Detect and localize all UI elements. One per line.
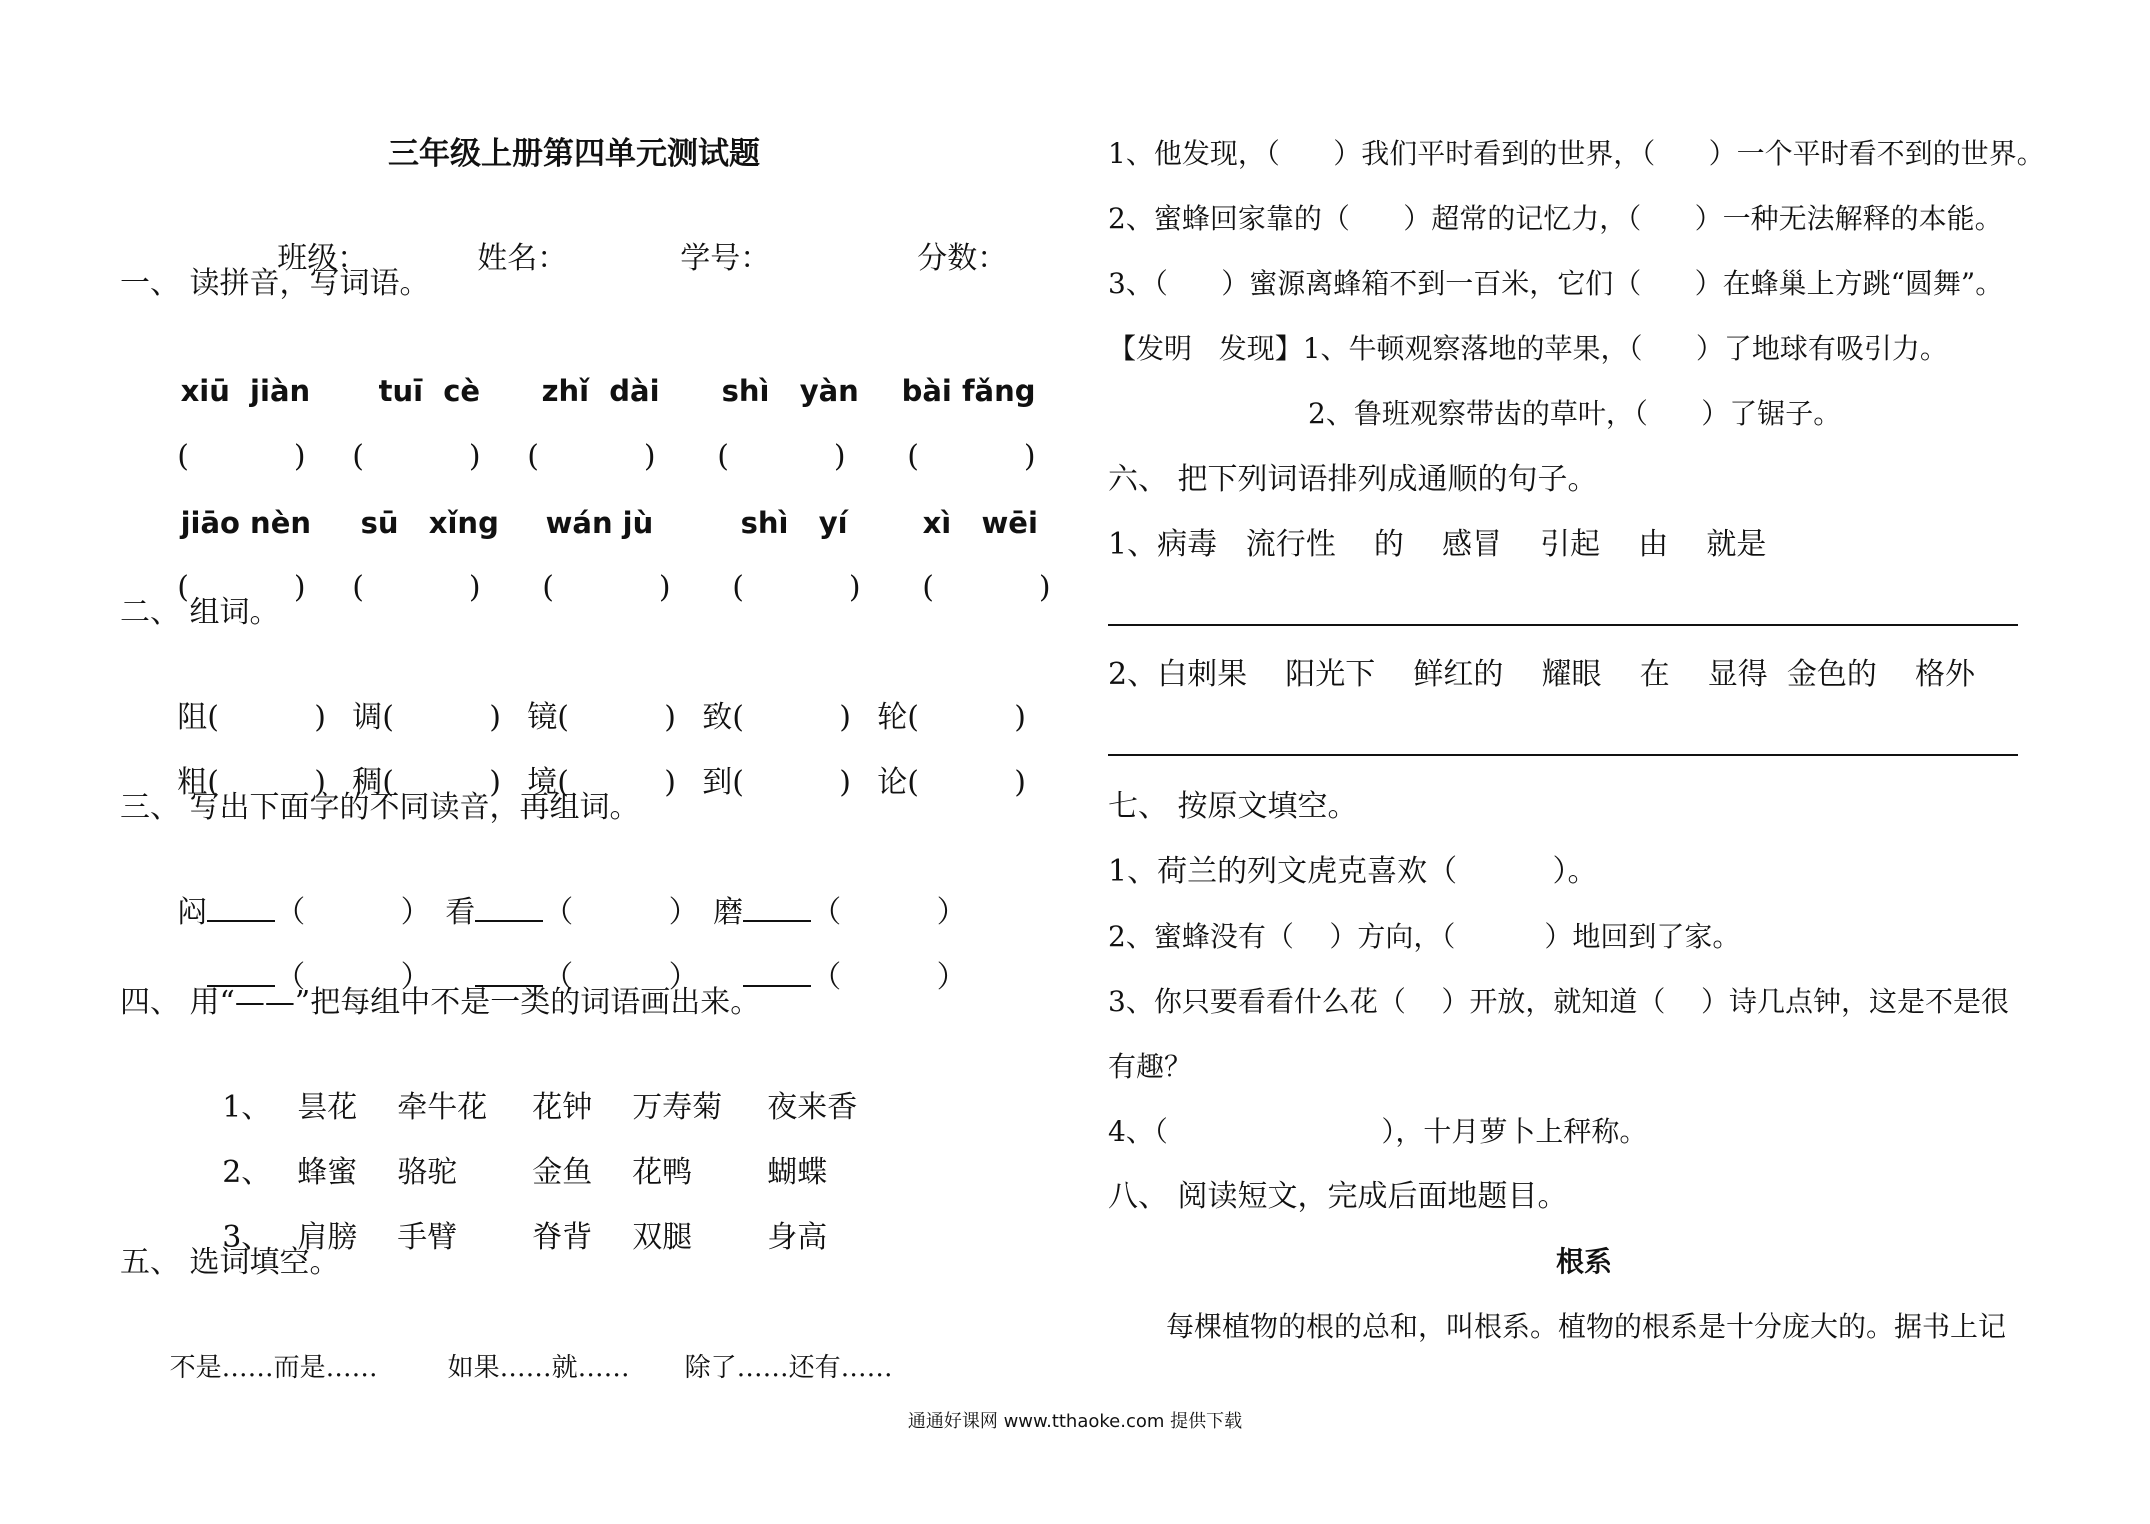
word-group-item: 到( ) [702, 765, 851, 800]
word-group-item: 粗( ) [177, 765, 326, 800]
category-word: 花钟 [532, 1090, 593, 1125]
left-column [120, 0, 1080, 1524]
category-word: 肩膀 [297, 1220, 358, 1255]
section-4-heading: 四、 用“——”把每组中不是一类的词语画出来。 [120, 985, 761, 1020]
fill-question-1: 1、他发现，（ ）我们平时看到的世界，（ ）一个平时看不到的世界。 [1108, 137, 2045, 170]
section-3-heading: 三、 写出下面字的不同读音，再组词。 [120, 790, 640, 825]
pinyin-item: shì yí [740, 506, 848, 540]
pinyin-item: jiāo nèn [180, 506, 312, 540]
category-word: 蝴蝶 [767, 1155, 828, 1190]
category-word: 蜂蜜 [297, 1155, 358, 1190]
category-word: 昙花 [297, 1090, 358, 1125]
category-word: 花鸭 [632, 1155, 693, 1190]
pinyin-item: xiū jiàn [180, 374, 311, 408]
polyphone-char: 闷 [177, 895, 208, 930]
invent-discover-question-2: 2、鲁班观察带齿的草叶，（ ）了锯子。 [1308, 397, 1842, 430]
recite-question-3-continued: 有趣？ [1108, 1050, 1193, 1083]
category-word: 金鱼 [532, 1155, 593, 1190]
group-number: 3、 [222, 1220, 272, 1255]
word-group-item: 轮( ) [877, 700, 1026, 735]
word-blank: （ ） [275, 960, 431, 995]
answer-blank: ( ) [352, 439, 481, 474]
word-group-item: 致( ) [702, 700, 851, 735]
answer-blank: ( ) [352, 570, 481, 605]
answer-blank: ( ) [717, 439, 846, 474]
pinyin-item: sū xǐng [360, 506, 499, 540]
name-label: 姓名： [477, 241, 568, 276]
reading-title: 根系 [1556, 1245, 1613, 1278]
reading-paragraph: 每棵植物的根的总和，叫根系。植物的根系是十分庞大的。据书上记 [1166, 1310, 2007, 1343]
pinyin-item: xì wēi [922, 506, 1038, 540]
sentence-order-question-1: 1、病毒 流行性 的 感冒 引起 由 就是 [1108, 527, 1767, 562]
score-label: 分数： [917, 241, 1008, 276]
section-6-heading: 六、 把下列词语排列成通顺的句子。 [1108, 462, 1598, 497]
section-8-heading: 八、 阅读短文，完成后面地题目。 [1108, 1179, 1568, 1214]
answer-blank: ( ) [922, 570, 1051, 605]
answer-line-2 [1108, 754, 2018, 756]
word-blank: （ ） [543, 895, 699, 930]
recite-question-4: 4、（ ），十月萝卜上秤称。 [1108, 1115, 1648, 1148]
invent-discover-question-1: 【发明 发现】1、牛顿观察落地的苹果，（ ）了地球有吸引力。 [1108, 332, 1948, 365]
section-7-heading: 七、 按原文填空。 [1108, 789, 1358, 824]
class-label: 班级： [277, 241, 368, 276]
word-blank: （ ） [275, 895, 431, 930]
polyphone-item [743, 958, 966, 998]
pinyin-item: tuī cè [378, 374, 481, 408]
group-number: 2、 [222, 1155, 272, 1190]
pinyin-item: bài fǎng [901, 374, 1036, 408]
right-column [1108, 0, 2068, 1524]
category-word: 脊背 [532, 1220, 593, 1255]
answer-blank: ( ) [732, 570, 861, 605]
category-word: 双腿 [632, 1220, 693, 1255]
category-word: 夜来香 [767, 1090, 858, 1125]
word-group-item: 阻( ) [177, 700, 326, 735]
student-id-label: 学号： [680, 241, 771, 276]
recite-question-2: 2、蜜蜂没有（ ）方向，（ ）地回到了家。 [1108, 920, 1741, 953]
section-1-heading: 一、 读拼音，写词语。 [120, 266, 430, 301]
pinyin-item: shì yàn [721, 374, 859, 408]
pinyin-item: zhǐ dài [541, 374, 660, 408]
polyphone-char: 看 [445, 895, 476, 930]
section-5-heading: 五、 选词填空。 [120, 1245, 340, 1280]
recite-question-3: 3、你只要看看什么花（ ）开放，就知道（ ）诗几点钟，这是不是很 [1108, 985, 2010, 1018]
page-title: 三年级上册第四单元测试题 [388, 136, 760, 172]
fill-question-2: 2、蜜蜂回家靠的（ ）超常的记忆力，（ ）一种无法解释的本能。 [1108, 202, 2003, 235]
category-word: 手臂 [397, 1220, 458, 1255]
word-group-item: 境( ) [527, 765, 676, 800]
page-footer: 通通好课网 www.tthaoke.com 提供下载 [907, 1411, 1243, 1432]
word-group-item: 镜( ) [527, 700, 676, 735]
category-word: 万寿菊 [632, 1090, 723, 1125]
sentence-order-question-2: 2、白刺果 阳光下 鲜红的 耀眼 在 显得 金色的 格外 [1108, 657, 1976, 692]
word-blank: （ ） [543, 960, 699, 995]
pinyin-item: wán jù [545, 506, 654, 540]
word-group-item: 稠( ) [352, 765, 501, 800]
word-group-item: 论( ) [877, 765, 1026, 800]
word-blank: （ ） [811, 895, 967, 930]
answer-blank: ( ) [527, 439, 656, 474]
fill-question-3: 3、（ ）蜜源离蜂箱不到一百米，它们（ ）在蜂巢上方跳“圆舞”。 [1108, 267, 2004, 300]
connective-option: 如果……就…… [447, 1353, 630, 1383]
answer-blank: ( ) [542, 570, 671, 605]
answer-blank: ( ) [177, 570, 306, 605]
category-word: 身高 [767, 1220, 828, 1255]
connective-option: 除了……还有…… [684, 1353, 893, 1383]
section-2-heading: 二、 组词。 [120, 595, 280, 630]
word-group-item: 调( ) [352, 700, 501, 735]
category-word: 牵牛花 [397, 1090, 488, 1125]
word-blank: （ ） [811, 960, 967, 995]
connective-option: 不是……而是…… [169, 1353, 378, 1383]
answer-blank: ( ) [177, 439, 306, 474]
category-word: 骆驼 [397, 1155, 458, 1190]
answer-blank: ( ) [907, 439, 1036, 474]
recite-question-1: 1、荷兰的列文虎克喜欢（ ）。 [1108, 854, 1598, 889]
group-number: 1、 [222, 1090, 272, 1125]
polyphone-char: 磨 [713, 895, 744, 930]
answer-line-1 [1108, 624, 2018, 626]
